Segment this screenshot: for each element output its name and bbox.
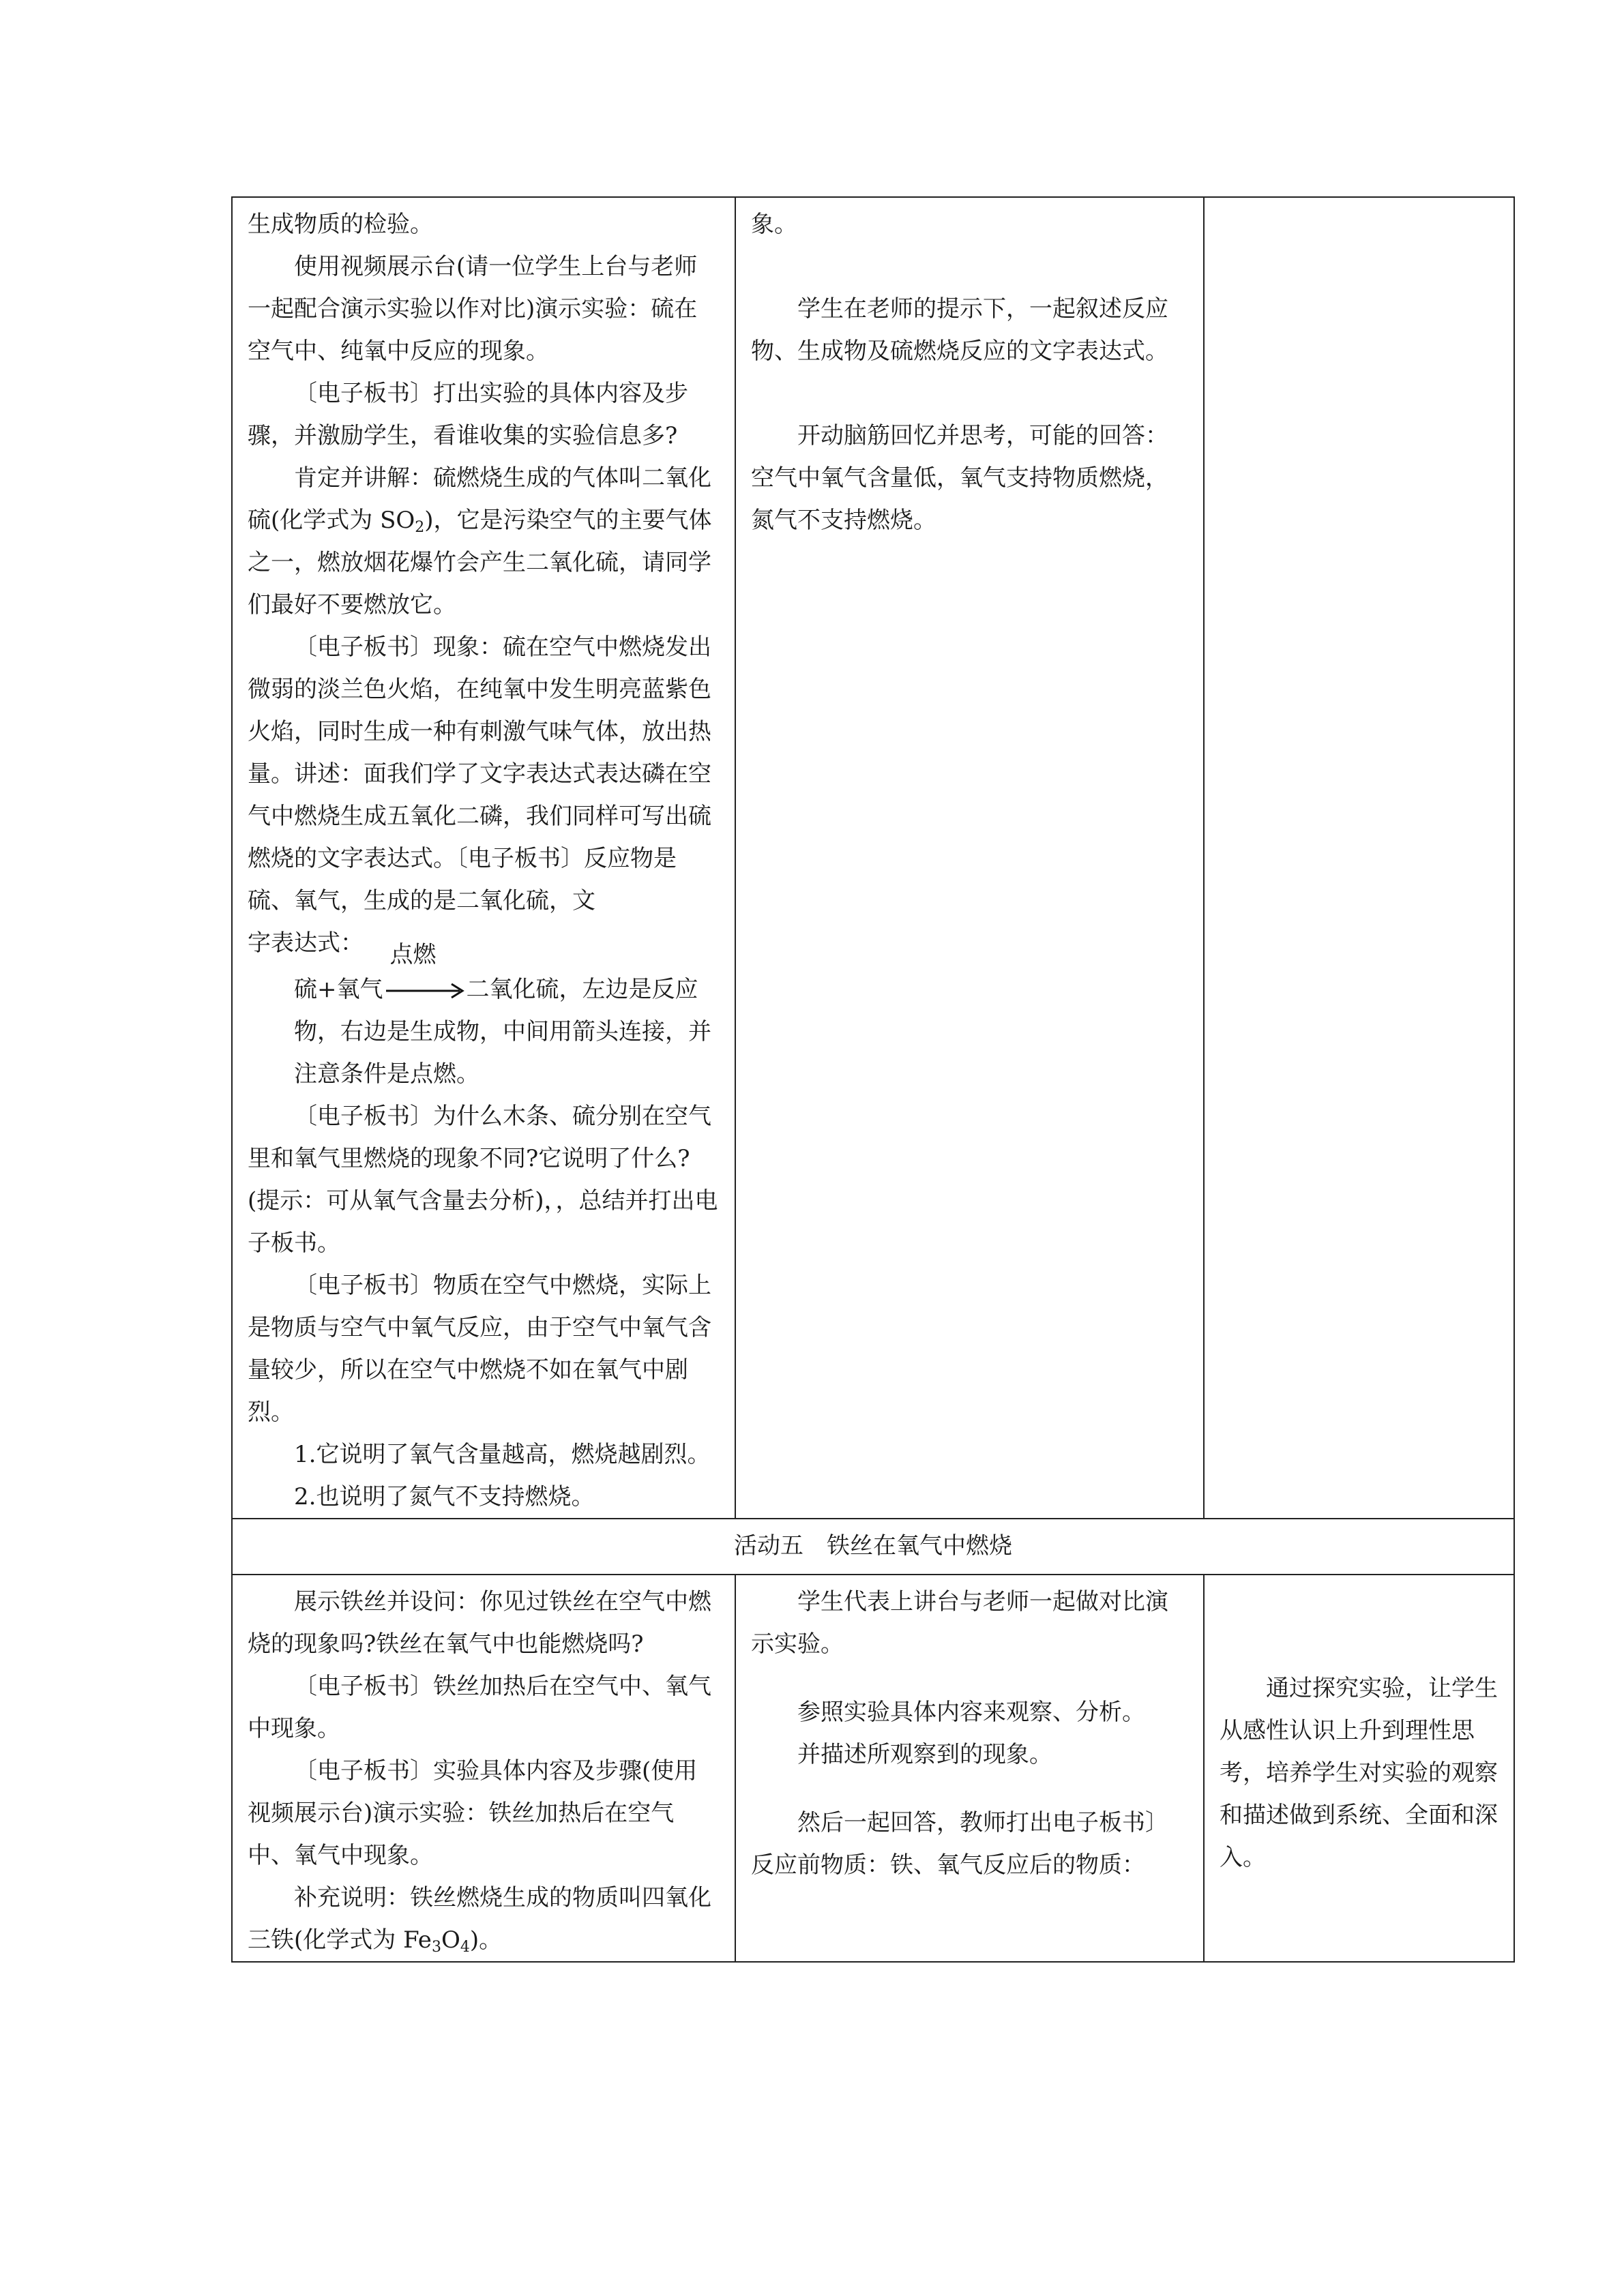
- text: )。: [469, 1926, 503, 1954]
- subscript: 3: [431, 1939, 441, 1956]
- paragraph: 〔电子板书〕为什么木条、硫分别在空气里和氧气里燃烧的现象不同?它说明了什么?(提示：可从氧气含量去分析)，，总结并打出电子板书。: [248, 1103, 718, 1257]
- paragraph: 2.也说明了氮气不支持燃烧。: [294, 1483, 595, 1510]
- arrow-icon: [385, 982, 465, 1000]
- design-intent-cell: [1204, 1575, 1514, 1962]
- design-intent-cell: [1204, 197, 1514, 1519]
- paragraph: [248, 457, 720, 626]
- subscript: 2: [415, 519, 425, 536]
- text: )，它是污染空气的主要气体之一，燃放烟花爆竹会产生二氧化硫，请同学们最好不要燃放它。: [248, 507, 712, 618]
- paragraph: 展示铁丝并设问：你见过铁丝在空气中燃烧的现象吗?铁丝在氧气中也能燃烧吗?: [248, 1588, 711, 1658]
- paragraph: 学生在老师的提示下，一起叙述反应物、生成物及硫燃烧反应的文字表达式。: [751, 295, 1168, 365]
- section-title: 活动五 铁丝在氧气中燃烧: [232, 1519, 1514, 1575]
- teacher-activity-cell: [232, 1575, 735, 1962]
- paragraph: 学生代表上讲台与老师一起做对比演示实验。: [751, 1588, 1168, 1658]
- equation-products: 二氧化硫，左边是反应物，右边是生成物，中间用箭头连接，并注意条件是点燃。: [294, 976, 711, 1088]
- reaction-condition: 点燃: [389, 941, 437, 968]
- text: O: [441, 1926, 460, 1954]
- paragraph: 通过探究实验，让学生从感性认识上升到理性思考，培养学生对实验的观察和描述做到系统、全面和深入。: [1220, 1675, 1498, 1871]
- paragraph: [248, 1877, 720, 1961]
- spacer: [751, 372, 1188, 415]
- paragraph: 〔电子板书〕实验具体内容及步骤(使用视频展示台)演示实验：铁丝加热后在空气中、氧气中现象。: [248, 1757, 698, 1869]
- lesson-plan-table: [231, 196, 1515, 1963]
- teacher-activity-cell: [232, 197, 735, 1519]
- section-title-row: [232, 1519, 1514, 1575]
- spacer: [751, 245, 1188, 288]
- paragraph: 开动脑筋回忆并思考，可能的回答：空气中氧气含量低，氧气支持物质燃烧，氮气不支持燃烧。: [751, 422, 1168, 534]
- spacer: [751, 1776, 1188, 1802]
- paragraph: 使用视频展示台(请一位学生上台与老师一起配合演示实验以作对比)演示实验：硫在空气中、纯氧中反应的现象。: [248, 253, 698, 365]
- subscript: 4: [460, 1939, 470, 1956]
- paragraph: 象。: [751, 211, 797, 238]
- paragraph: 生成物质的检验。: [248, 211, 433, 238]
- reaction-arrow: [385, 941, 465, 1001]
- paragraph: 参照实验具体内容来观察、分析。: [797, 1699, 1145, 1726]
- paragraph: 〔电子板书〕现象：硫在空气中燃烧发出微弱的淡兰色火焰，在纯氧中发生明亮蓝紫色火焰，同时生成一种有刺激气味气体，放出热量。讲述：面我们学了文字表达式表达磷在空气中燃烧生成五氧化二磷，我们同样可写出硫燃烧的文字表达式。〔电子板书〕反应物是硫、氧气，生成的是二氧化硫，文: [248, 633, 711, 914]
- text: 补充说明：铁丝燃烧生成的物质叫四氧化三铁(化学式为 Fe: [248, 1884, 711, 1954]
- paragraph: 1.它说明了氧气含量越高，燃烧越剧烈。: [294, 1441, 711, 1468]
- paragraph: 并描述所观察到的现象。: [797, 1741, 1052, 1768]
- paragraph: 〔电子板书〕铁丝加热后在空气中、氧气中现象。: [248, 1673, 711, 1742]
- text: 肯定并讲解：硫燃烧生成的气体叫二氧化硫(化学式为 SO: [248, 464, 711, 534]
- paragraph: 〔电子板书〕打出实验的具体内容及步骤，并激励学生，看谁收集的实验信息多?: [248, 380, 688, 449]
- spacer: [751, 1665, 1188, 1691]
- student-activity-cell: [735, 1575, 1204, 1962]
- student-activity-cell: [735, 197, 1204, 1519]
- table-row-teacher-student-1: [232, 197, 1514, 1519]
- table-row-teacher-student-2: [232, 1575, 1514, 1962]
- paragraph: 字表达式：: [248, 929, 364, 957]
- paragraph: 然后一起回答，教师打出电子板书〕反应前物质：铁、氧气反应后的物质：: [751, 1809, 1168, 1879]
- paragraph: 〔电子板书〕物质在空气中燃烧，实际上是物质与空气中氧气反应，由于空气中氧气含量较少，所以在空气中燃烧不如在氧气中剧烈。: [248, 1272, 711, 1426]
- equation-reactants: 硫+氧气: [294, 976, 383, 1003]
